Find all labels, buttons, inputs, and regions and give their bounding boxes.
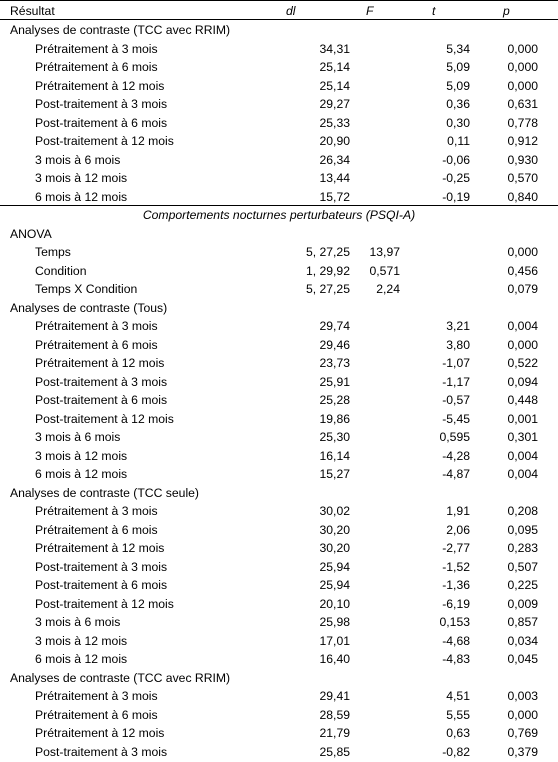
table-row: [0, 409, 558, 428]
cell-t: 0,36: [446, 97, 470, 111]
cell-dl: 34,31: [319, 41, 350, 56]
row-label: Prétraitement à 6 mois: [35, 60, 158, 74]
row-label: 3 mois à 6 mois: [35, 430, 121, 444]
section-label: Analyses de contraste (TCC avec RRIM): [10, 23, 231, 37]
cell-p: 0,003: [507, 689, 538, 703]
row-label: Prétraitement à 12 mois: [35, 726, 165, 740]
cell-t: 5,34: [446, 41, 470, 56]
cell-dl: 20,10: [319, 596, 350, 611]
cell-f: 0,571: [369, 263, 400, 278]
cell-dl: 30,02: [319, 504, 350, 518]
section-row: [0, 668, 558, 687]
cell-p: 0,225: [507, 578, 538, 592]
cell-t: -0,25: [442, 171, 470, 185]
cell-p: 0,095: [507, 522, 538, 537]
cell-dl: 28,59: [319, 707, 350, 722]
row-label: 3 mois à 12 mois: [35, 448, 128, 463]
cell-dl: 19,86: [319, 411, 350, 426]
row-label: Prétraitement à 12 mois: [35, 541, 165, 555]
cell-p: 0,045: [507, 652, 538, 666]
cell-p: 0,448: [507, 393, 538, 407]
cell-t: -1,17: [442, 374, 470, 389]
cell-p: 0,379: [507, 744, 538, 759]
cell-t: 0,63: [446, 726, 470, 740]
table-row: [0, 686, 558, 705]
cell-p: 0,930: [507, 152, 538, 167]
cell-dl: 29,46: [319, 337, 350, 352]
cell-t: 0,30: [446, 115, 470, 130]
table-row: [0, 279, 558, 298]
row-label: Post-traitement à 3 mois: [35, 559, 168, 574]
cell-p: 0,034: [507, 633, 538, 648]
cell-dl: 16,40: [319, 652, 350, 666]
subtitle-row: [0, 205, 558, 224]
cell-p: 0,522: [507, 356, 538, 370]
cell-t: -4,68: [442, 633, 470, 648]
cell-dl: 13,44: [319, 171, 350, 185]
row-label: Post-traitement à 3 mois: [35, 97, 168, 111]
cell-dl: 29,41: [319, 689, 350, 703]
header-dl: dl: [286, 4, 296, 18]
cell-p: 0,001: [507, 411, 538, 426]
table-row: [0, 464, 558, 483]
cell-t: -4,87: [442, 467, 470, 481]
cell-t: -4,28: [442, 448, 470, 463]
cell-p: 0,000: [507, 245, 538, 259]
cell-p: 0,000: [507, 78, 538, 93]
table-row: [0, 427, 558, 446]
table-row: [0, 242, 558, 261]
row-label: Prétraitement à 12 mois: [35, 78, 165, 93]
table-row: [0, 168, 558, 187]
row-label: 3 mois à 12 mois: [35, 171, 128, 185]
cell-p: 0,769: [507, 726, 538, 740]
section-label: Analyses de contraste (TCC seule): [10, 485, 199, 500]
cell-t: 3,21: [446, 319, 470, 333]
row-label: 6 mois à 12 mois: [35, 467, 128, 481]
row-label: Post-traitement à 6 mois: [35, 115, 168, 130]
row-label: Prétraitement à 6 mois: [35, 707, 158, 722]
row-label: Post-traitement à 6 mois: [35, 393, 168, 407]
cell-f: 2,24: [376, 282, 400, 296]
section-row: [0, 20, 558, 39]
table-row: [0, 520, 558, 539]
cell-dl: 30,20: [319, 541, 350, 555]
cell-t: -1,52: [442, 559, 470, 574]
section-label: Analyses de contraste (TCC avec RRIM): [10, 670, 231, 685]
section-row: [0, 483, 558, 502]
table-row: [0, 723, 558, 742]
cell-t: 4,51: [446, 689, 470, 703]
section-row: [0, 224, 558, 243]
table-row: [0, 94, 558, 113]
table-row: [0, 39, 558, 58]
table-row: [0, 649, 558, 668]
cell-t: 0,153: [439, 615, 470, 629]
cell-p: 0,507: [507, 559, 538, 574]
table-row: [0, 594, 558, 613]
cell-dl: 20,90: [319, 134, 350, 148]
cell-dl: 15,72: [319, 189, 350, 204]
table-row: [0, 557, 558, 576]
cell-t: -6,19: [442, 596, 470, 611]
cell-p: 0,004: [507, 448, 538, 463]
row-label: Prétraitement à 6 mois: [35, 337, 158, 352]
cell-dl: 25,98: [319, 615, 350, 629]
cell-dl: 25,33: [319, 115, 350, 130]
cell-t: -4,83: [442, 652, 470, 666]
cell-p: 0,000: [507, 60, 538, 74]
cell-p: 0,208: [507, 504, 538, 518]
cell-dl: 15,27: [319, 467, 350, 481]
cell-t: 3,80: [446, 337, 470, 352]
cell-dl: 26,34: [319, 152, 350, 167]
cell-dl: 25,94: [319, 559, 350, 574]
row-label: Post-traitement à 3 mois: [35, 744, 168, 759]
cell-t: 0,11: [447, 134, 470, 148]
row-label: Post-traitement à 12 mois: [35, 411, 174, 426]
cell-p: 0,000: [507, 707, 538, 722]
cell-dl: 21,79: [319, 726, 350, 740]
header-f: F: [366, 4, 374, 18]
cell-p: 0,079: [507, 282, 538, 296]
cell-dl: 17,01: [319, 633, 350, 648]
cell-t: -0,06: [442, 152, 470, 167]
cell-p: 0,000: [507, 337, 538, 352]
header-result: Résultat: [10, 4, 55, 18]
row-label: Temps X Condition: [35, 282, 138, 296]
cell-p: 0,004: [507, 467, 538, 481]
cell-t: -0,57: [442, 393, 470, 407]
row-label: 3 mois à 12 mois: [35, 633, 128, 648]
table-row: [0, 261, 558, 280]
cell-t: 0,595: [439, 430, 470, 444]
cell-t: -2,77: [442, 541, 470, 555]
row-label: 6 mois à 12 mois: [35, 652, 128, 666]
row-label: 3 mois à 6 mois: [35, 615, 121, 629]
cell-dl: 25,85: [319, 744, 350, 759]
row-label: Prétraitement à 3 mois: [35, 504, 158, 518]
table-row: [0, 353, 558, 372]
section-label: Analyses de contraste (Tous): [10, 300, 168, 315]
cell-p: 0,283: [507, 541, 538, 555]
cell-p: 0,778: [507, 115, 538, 130]
cell-dl: 1, 29,92: [305, 263, 350, 278]
table-row: [0, 187, 558, 206]
cell-t: 2,06: [446, 522, 470, 537]
table-row: [0, 390, 558, 409]
table-row: [0, 76, 558, 95]
cell-t: -0,82: [442, 744, 470, 759]
cell-p: 0,301: [507, 430, 538, 444]
cell-t: -1,07: [442, 356, 470, 370]
table-row: [0, 335, 558, 354]
row-label: Prétraitement à 3 mois: [35, 319, 158, 333]
section-row: [0, 298, 558, 317]
cell-dl: 25,30: [319, 430, 350, 444]
section-label: ANOVA: [10, 226, 52, 241]
row-label: 3 mois à 6 mois: [35, 152, 121, 167]
cell-t: 5,55: [446, 707, 470, 722]
table-row: [0, 575, 558, 594]
table-row: [0, 57, 558, 76]
cell-f: 13,97: [369, 245, 400, 259]
subtitle-rule: [0, 205, 558, 206]
cell-p: 0,912: [507, 134, 538, 148]
table-row: [0, 501, 558, 520]
table-row: [0, 113, 558, 132]
cell-t: -5,45: [442, 411, 470, 426]
cell-p: 0,009: [507, 596, 538, 611]
row-label: Temps: [35, 245, 71, 259]
table-row: [0, 631, 558, 650]
table-row: [0, 705, 558, 724]
cell-t: -1,36: [442, 578, 470, 592]
cell-t: 1,91: [446, 504, 470, 518]
cell-t: -0,19: [442, 189, 470, 204]
row-label: Prétraitement à 6 mois: [35, 522, 158, 537]
row-label: Post-traitement à 3 mois: [35, 374, 168, 389]
row-label: Post-traitement à 6 mois: [35, 578, 168, 592]
cell-dl: 29,27: [319, 97, 350, 111]
cell-p: 0,456: [507, 263, 538, 278]
cell-p: 0,570: [507, 171, 538, 185]
row-label: Prétraitement à 3 mois: [35, 41, 158, 56]
cell-dl: 29,74: [319, 319, 350, 333]
cell-t: 5,09: [446, 60, 470, 74]
table-row: [0, 131, 558, 150]
cell-dl: 5, 27,25: [305, 282, 350, 296]
cell-dl: 25,91: [319, 374, 350, 389]
table-row: [0, 316, 558, 335]
section-subtitle: Comportements nocturnes perturbateurs (PSQI-A): [142, 208, 416, 222]
row-label: Post-traitement à 12 mois: [35, 134, 174, 148]
cell-dl: 23,73: [319, 356, 350, 370]
cell-p: 0,857: [507, 615, 538, 629]
header-t: t: [432, 4, 436, 18]
cell-p: 0,000: [507, 41, 538, 56]
cell-dl: 16,14: [319, 448, 350, 463]
cell-dl: 5, 27,25: [305, 245, 350, 259]
cell-t: 5,09: [446, 78, 470, 93]
row-label: Prétraitement à 3 mois: [35, 689, 158, 703]
row-label: Prétraitement à 12 mois: [35, 356, 165, 370]
table-row: [0, 372, 558, 391]
cell-dl: 30,20: [319, 522, 350, 537]
table-row: [0, 446, 558, 465]
row-label: 6 mois à 12 mois: [35, 189, 128, 204]
table-row: [0, 742, 558, 761]
cell-p: 0,631: [507, 97, 538, 111]
table-row: [0, 612, 558, 631]
row-label: Post-traitement à 12 mois: [35, 596, 174, 611]
header-p: p: [503, 4, 510, 18]
cell-dl: 25,14: [319, 60, 350, 74]
cell-p: 0,094: [507, 374, 538, 389]
cell-p: 0,840: [507, 189, 538, 204]
table-row: [0, 150, 558, 169]
row-label: Condition: [35, 263, 87, 278]
header-row: [0, 1, 558, 20]
cell-dl: 25,94: [319, 578, 350, 592]
table-row: [0, 538, 558, 557]
cell-dl: 25,28: [319, 393, 350, 407]
cell-p: 0,004: [507, 319, 538, 333]
cell-dl: 25,14: [319, 78, 350, 93]
